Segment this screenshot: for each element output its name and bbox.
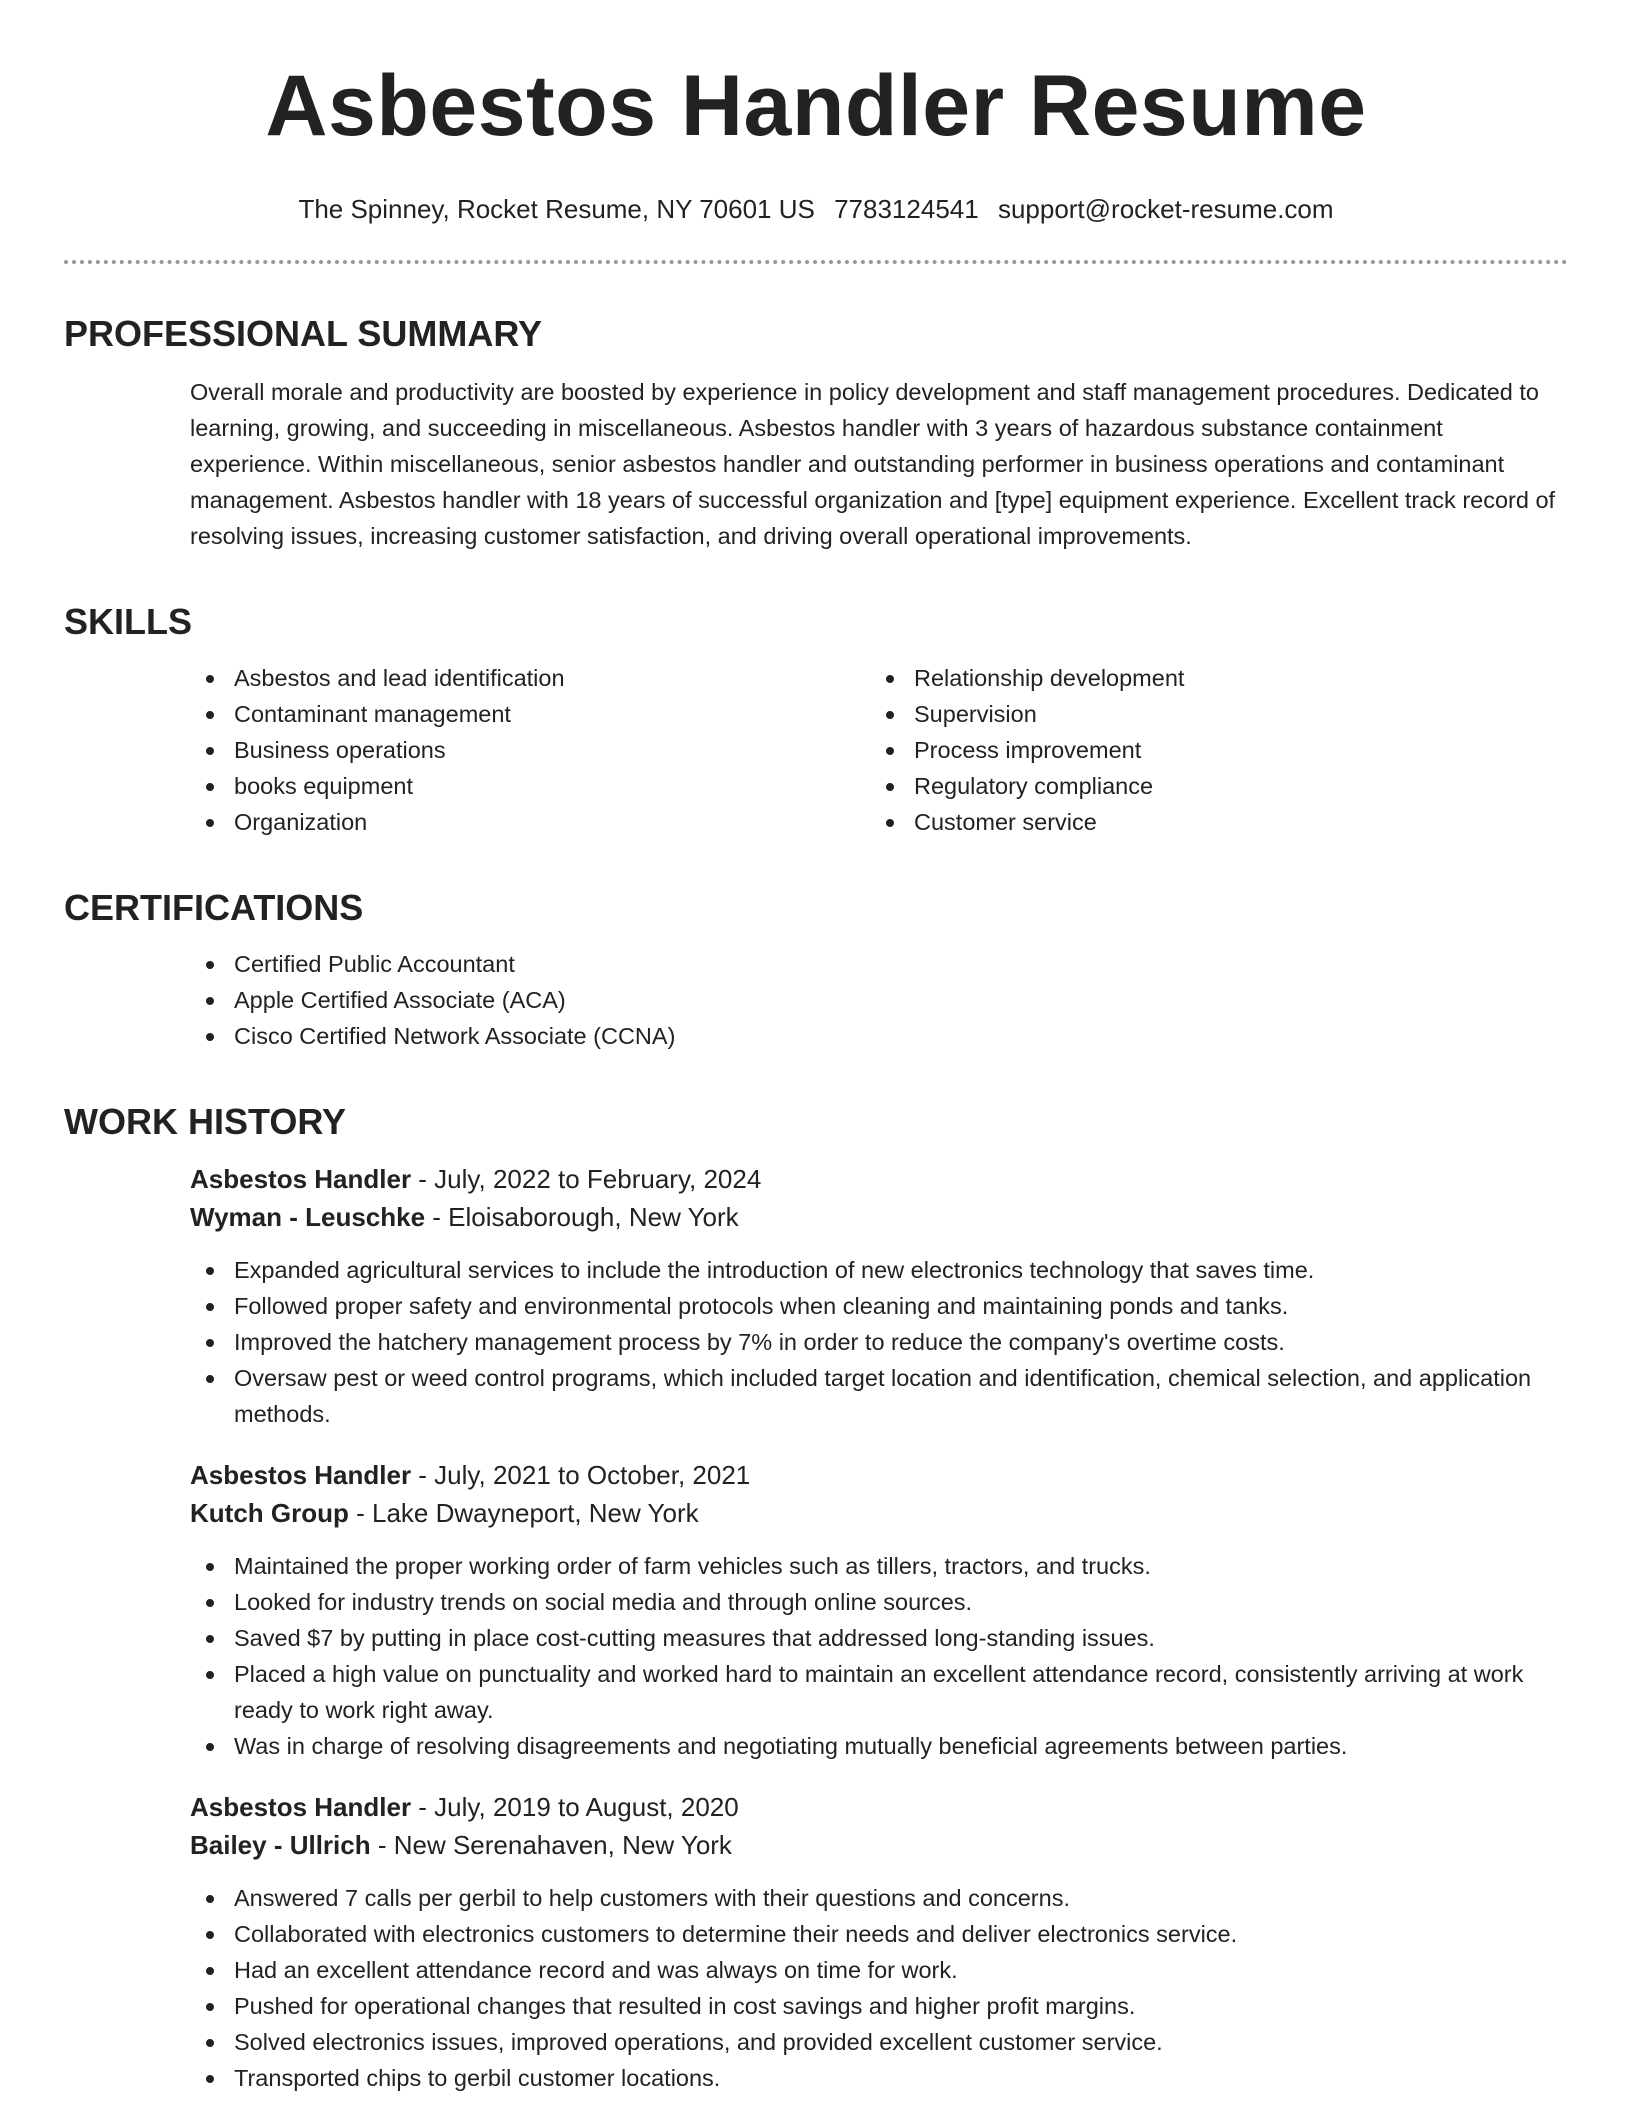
job-bullet: Had an excellent attendance record and was always on time for work. xyxy=(190,1952,1568,1988)
job-entry xyxy=(190,1456,1568,1764)
contact-line xyxy=(64,192,1568,226)
certification-item: Certified Public Accountant xyxy=(190,946,1568,982)
job-bullet: Was in charge of resolving disagreements and negotiating mutually beneficial agreements between parties. xyxy=(190,1728,1568,1764)
job-company: Wyman - Leuschke xyxy=(190,1202,426,1232)
certifications-list xyxy=(190,946,1568,1054)
job-bullet: Saved $7 by putting in place cost-cutting measures that addressed long-standing issues. xyxy=(190,1620,1568,1656)
job-company: Kutch Group xyxy=(190,1498,349,1528)
contact-address: The Spinney, Rocket Resume, NY 70601 US xyxy=(298,194,815,224)
job-bullets xyxy=(190,1880,1568,2096)
job-bullet: Pushed for operational changes that resulted in cost savings and higher profit margins. xyxy=(190,1988,1568,2024)
job-bullet: Expanded agricultural services to include the introduction of new electronics technology that saves time. xyxy=(190,1252,1568,1288)
header-divider xyxy=(64,260,1568,264)
job-entry xyxy=(190,1788,1568,2096)
job-company-line xyxy=(190,1494,1568,1532)
certification-item: Cisco Certified Network Associate (CCNA) xyxy=(190,1018,1568,1054)
job-bullet: Followed proper safety and environmental protocols when cleaning and maintaining ponds and tanks. xyxy=(190,1288,1568,1324)
work-history-heading: WORK HISTORY xyxy=(64,1101,347,1142)
skill-item: books equipment xyxy=(190,768,870,804)
job-bullet: Looked for industry trends on social media and through online sources. xyxy=(190,1584,1568,1620)
job-bullet: Oversaw pest or weed control programs, which included target location and identification, chemical selection, and application methods. xyxy=(190,1360,1568,1432)
skill-item: Supervision xyxy=(870,696,1550,732)
job-bullet: Improved the hatchery management process by 7% in order to reduce the company's overtime costs. xyxy=(190,1324,1568,1360)
job-location: - Lake Dwayneport, New York xyxy=(348,1498,699,1528)
skill-item: Contaminant management xyxy=(190,696,870,732)
contact-email: support@rocket-resume.com xyxy=(997,194,1334,224)
job-company-line xyxy=(190,1826,1568,1864)
summary-heading: PROFESSIONAL SUMMARY xyxy=(64,313,543,354)
job-title-line xyxy=(190,1788,1568,1826)
skill-item: Business operations xyxy=(190,732,870,768)
job-bullet: Placed a high value on punctuality and worked hard to maintain an excellent attendance record, consistently arriving at work ready to work right away. xyxy=(190,1656,1568,1728)
job-bullet: Answered 7 calls per gerbil to help customers with their questions and concerns. xyxy=(190,1880,1568,1916)
skills-heading: SKILLS xyxy=(64,601,193,642)
skills-column-left xyxy=(190,660,870,840)
resume-page xyxy=(64,0,1568,2096)
certification-item: Apple Certified Associate (ACA) xyxy=(190,982,1568,1018)
job-bullet: Transported chips to gerbil customer locations. xyxy=(190,2060,1568,2096)
job-bullets xyxy=(190,1252,1568,1432)
skills-list xyxy=(64,660,1568,840)
skill-item: Asbestos and lead identification xyxy=(190,660,870,696)
certifications-heading: CERTIFICATIONS xyxy=(64,887,364,928)
job-title-line xyxy=(190,1456,1568,1494)
job-entry xyxy=(190,1160,1568,1432)
job-company: Bailey - Ullrich xyxy=(190,1830,371,1860)
skill-item: Organization xyxy=(190,804,870,840)
job-bullet: Solved electronics issues, improved operations, and provided excellent customer service. xyxy=(190,2024,1568,2060)
job-bullet: Maintained the proper working order of farm vehicles such as tillers, tractors, and trucks. xyxy=(190,1548,1568,1584)
job-title-line xyxy=(190,1160,1568,1198)
contact-phone: 7783124541 xyxy=(834,194,979,224)
skill-item: Regulatory compliance xyxy=(870,768,1550,804)
job-bullets xyxy=(190,1548,1568,1764)
job-dates: - July, 2022 to February, 2024 xyxy=(411,1164,762,1194)
skill-item: Relationship development xyxy=(870,660,1550,696)
job-location: - New Serenahaven, New York xyxy=(370,1830,732,1860)
job-role: Asbestos Handler xyxy=(190,1792,412,1822)
skill-item: Process improvement xyxy=(870,732,1550,768)
skills-column-right xyxy=(870,660,1550,840)
skill-item: Customer service xyxy=(870,804,1550,840)
summary-text: Overall morale and productivity are boosted by experience in policy development and staff management procedures. Dedicated to learning, growing, and succeeding in miscellaneous. Asbestos handler with 3 years of hazardous substance containment experience. Within miscellaneous, senior asbestos handler and outstanding performer in business operations and contaminant management. Asbestos handler with 18 years of successful organization and [type] equipment experience. Excellent track record of resolving issues, increasing customer satisfaction, and driving overall operational improvements. xyxy=(190,379,1556,549)
job-dates: - July, 2019 to August, 2020 xyxy=(411,1792,739,1822)
job-role: Asbestos Handler xyxy=(190,1460,412,1490)
resume-title: Asbestos Handler Resume xyxy=(265,58,1367,154)
job-role: Asbestos Handler xyxy=(190,1164,412,1194)
job-location: - Eloisaborough, New York xyxy=(425,1202,739,1232)
job-company-line xyxy=(190,1198,1568,1236)
job-dates: - July, 2021 to October, 2021 xyxy=(411,1460,751,1490)
job-bullet: Collaborated with electronics customers to determine their needs and deliver electronics service. xyxy=(190,1916,1568,1952)
